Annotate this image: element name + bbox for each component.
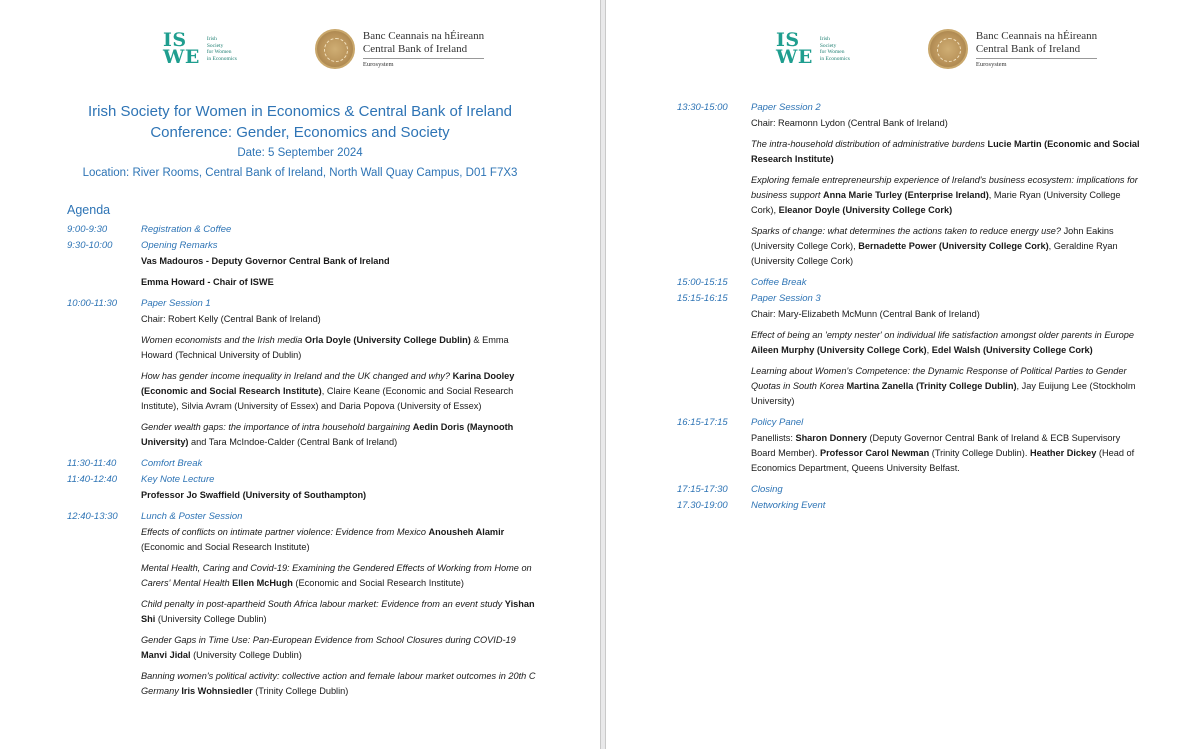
iswe-text-line: Society (206, 42, 224, 49)
entry-segment: (Economic and Social Research Institute) (292, 578, 464, 588)
agenda-entry (141, 561, 537, 591)
agenda-time: 9:00-9:30 (67, 224, 108, 235)
entry-segment: Lucie Martin (Economic and Social Research Institute) (751, 139, 1140, 164)
agenda-heading: Agenda (67, 203, 111, 217)
entry-segment: Sparks of change: what determines the actions taken to reduce energy use? (751, 226, 1064, 236)
iswe-text-line: for Women (206, 49, 232, 55)
entry-segment: Gender wealth gaps: the importance of intra household bargaining (141, 422, 413, 432)
iswe-text-line: Irish (206, 36, 217, 42)
agenda-entry (751, 116, 1147, 131)
agenda-item (677, 415, 1147, 482)
conference-date: Date: 5 September 2024 (237, 147, 363, 159)
entry-segment: (Economic and Social Research Institute) (141, 542, 310, 552)
conference-header (0, 101, 600, 183)
agenda-item (67, 238, 537, 296)
entry-segment: Ellen McHugh (232, 578, 293, 588)
agenda-entry (141, 420, 537, 450)
session-entries (141, 312, 537, 450)
iswe-logo (163, 29, 237, 68)
session-entries (751, 116, 1147, 269)
entry-segment: Effects of conflicts on intimate partner violence: Evidence from Mexico (141, 527, 429, 537)
entry-segment: , (926, 345, 932, 355)
agenda-entry (141, 597, 537, 627)
entry-segment: Anna Marie Turley (Enterprise Ireland) (823, 190, 989, 200)
entry-segment: Aileen Murphy (University College Cork) (751, 345, 927, 355)
agenda-entry (751, 137, 1147, 167)
entry-segment: John Eakins (University College Cork), (751, 226, 1114, 251)
entry-segment: Learning about Women's Competence: the Dynamic Response of Political Parties to Gender Quotas in South Korea (751, 366, 1127, 391)
agenda-entry (141, 333, 537, 363)
entry-segment: , Claire Keane (Economic and Social Research Institute), Silvia Avram (University of Essex) and Daria Popova (University of Essex) (141, 386, 514, 411)
iswe-text-line: in Economics (206, 55, 237, 62)
agenda-entry (141, 669, 537, 699)
cb-name-english: Central Bank of Ireland (362, 42, 468, 55)
entry-segment: Orla Doyle (University College Dublin) (304, 335, 471, 345)
iswe-mark-line2: WE (776, 46, 813, 68)
agenda-item (677, 482, 1147, 498)
session-label: Networking Event (751, 500, 826, 511)
agenda-entry (141, 275, 537, 290)
entry-segment: Banning women's political activity: collective action and female labour market outcomes in 20th C Germany (141, 671, 536, 696)
agenda-entry (141, 369, 537, 414)
agenda-item (67, 509, 537, 705)
agenda-entry (141, 254, 537, 269)
entry-segment: Panellists: (751, 433, 796, 443)
entry-segment: Professor Jo Swaffield (University of Southampton) (141, 490, 367, 500)
session-entries (751, 431, 1147, 476)
page-title-line1: Irish Society for Women in Economics & Central Bank of Ireland (87, 103, 513, 120)
agenda-entry (751, 431, 1147, 476)
iswe-text-line: Society (819, 42, 837, 49)
document-page-right (606, 0, 1200, 749)
central-bank-logo (928, 29, 1097, 69)
entry-segment: The intra-household distribution of administrative burdens (751, 139, 988, 149)
session-entries (141, 488, 537, 503)
agenda-time: 11:40-12:40 (67, 474, 118, 485)
conference-location: Location: River Rooms, Central Bank of Ireland, North Wall Quay Campus, D01 F7X3 (82, 167, 518, 179)
entry-segment: Women economists and the Irish media (141, 335, 305, 345)
entry-segment: (Deputy Governor Central Bank of Ireland & ECB Supervisory Board Member). (751, 433, 1121, 458)
entry-segment: Vas Madouros - Deputy Governor Central Bank of Ireland (141, 256, 390, 266)
agenda-entry (141, 525, 537, 555)
entry-segment: , Marie Ryan (University College Cork), (751, 190, 1121, 215)
agenda-time: 9:30-10:00 (67, 240, 113, 251)
entry-segment: Heather Dickey (1029, 448, 1097, 458)
agenda-entry (751, 328, 1147, 358)
agenda-time: 11:30-11:40 (67, 458, 117, 469)
agenda-time: 12:40-13:30 (67, 511, 118, 522)
agenda-time: 17.30-19:00 (677, 500, 728, 511)
entry-segment: Effect of being an 'empty nester' on individual life satisfaction amongst older parents in Europe (751, 330, 1134, 340)
entry-segment: How has gender income inequality in Ireland and the UK changed and why? (141, 371, 453, 381)
entry-segment: , Geraldine Ryan (University College Cork) (751, 241, 1118, 266)
entry-segment: (University College Dublin) (155, 614, 267, 624)
session-label: Comfort Break (141, 458, 203, 469)
entry-segment: Manvi Jidal (141, 650, 191, 660)
agenda-item (67, 472, 537, 509)
agenda-entry (141, 488, 537, 503)
session-entries (141, 254, 537, 290)
agenda-time: 17:15-17:30 (677, 484, 728, 495)
entry-segment: Karina Dooley (Economic and Social Research Institute) (141, 371, 515, 396)
entry-segment: Chair: Mary-Elizabeth McMunn (Central Bank of Ireland) (751, 309, 980, 319)
entry-segment: Gender Gaps in Time Use: Pan-European Evidence from School Closures during COVID-19 (141, 635, 516, 645)
entry-segment: (University College Dublin) (190, 650, 302, 660)
agenda-item (67, 222, 537, 238)
cb-eurosystem: Eurosystem (363, 58, 484, 69)
session-label: Paper Session 1 (141, 298, 211, 309)
entry-segment: Mental Health, Caring and Covid-19: Examining the Gendered Effects of Working from Home on Carers' Mental Health (141, 563, 532, 588)
agenda-entry (141, 312, 537, 327)
entry-segment: Emma Howard - Chair of ISWE (141, 277, 274, 287)
agenda-entry (751, 364, 1147, 409)
harp-seal-icon (928, 29, 968, 69)
iswe-mark-line2: WE (163, 46, 200, 68)
entry-segment: , Jay Euijung Lee (Stockholm University) (751, 381, 1136, 406)
entry-segment: (Trinity College Dublin) (252, 686, 349, 696)
agenda-item (677, 100, 1147, 275)
agenda-item (677, 498, 1147, 514)
agenda-list-right (677, 100, 1147, 514)
session-label: Key Note Lecture (141, 474, 215, 485)
agenda-time: 15:00-15:15 (677, 277, 728, 288)
iswe-mark-line1: IS (163, 29, 187, 51)
harp-seal-icon (315, 29, 355, 69)
entry-segment: (Head of Economics Department, Queens University Belfast. (751, 448, 1135, 473)
entry-segment: and Tara McIndoe-Calder (Central Bank of Ireland) (188, 437, 398, 447)
logo-bar (163, 26, 484, 72)
iswe-text-line: for Women (819, 49, 845, 55)
entry-segment: & Emma Howard (Technical University of Dublin) (141, 335, 509, 360)
entry-segment: Anousheh Alamir (428, 527, 505, 537)
agenda-entry (141, 633, 537, 663)
session-label: Policy Panel (751, 417, 804, 428)
agenda-item (67, 456, 537, 472)
session-label: Closing (751, 484, 783, 495)
entry-segment: Edel Walsh (University College Cork) (931, 345, 1093, 355)
logo-bar (776, 26, 1097, 72)
entry-segment: Sharon Donnery (795, 433, 867, 443)
entry-segment: Exploring female entrepreneurship experience of Ireland's business ecosystem: implications for business support (751, 175, 1138, 200)
agenda-item (67, 296, 537, 456)
entry-segment: Iris Wohnsiedler (181, 686, 253, 696)
session-label: Paper Session 3 (751, 293, 821, 304)
agenda-item (677, 291, 1147, 415)
agenda-time: 15:15-16:15 (677, 293, 728, 304)
entry-segment: Professor Carol Newman (819, 448, 930, 458)
entry-segment: Child penalty in post-apartheid South Africa labour market: Evidence from an event study (141, 599, 505, 609)
iswe-logo (776, 29, 850, 68)
page-title-line2: Conference: Gender, Economics and Society (150, 124, 450, 141)
entry-segment: Aedin Doris (Maynooth University) (141, 422, 514, 447)
session-entries (751, 307, 1147, 409)
agenda-time: 16:15-17:15 (677, 417, 728, 428)
entry-segment: Chair: Robert Kelly (Central Bank of Ireland) (141, 314, 321, 324)
session-label: Registration & Coffee (141, 224, 232, 235)
entry-segment: (Trinity College Dublin). (929, 448, 1030, 458)
agenda-entry (751, 224, 1147, 269)
agenda-list-left (67, 222, 537, 705)
cb-eurosystem: Eurosystem (976, 58, 1097, 69)
iswe-text-line: Irish (819, 36, 830, 42)
cb-name-irish: Banc Ceannais na hÉireann (975, 29, 1098, 42)
session-label: Paper Session 2 (751, 102, 821, 113)
session-label: Opening Remarks (141, 240, 218, 251)
cb-name-irish: Banc Ceannais na hÉireann (362, 29, 485, 42)
iswe-mark-line1: IS (776, 29, 800, 51)
cb-name-english: Central Bank of Ireland (975, 42, 1081, 55)
agenda-time: 13:30-15:00 (677, 102, 728, 113)
entry-segment: Chair: Reamonn Lydon (Central Bank of Ireland) (751, 118, 948, 128)
iswe-text-line: in Economics (819, 55, 850, 62)
session-label: Lunch & Poster Session (141, 511, 243, 522)
entry-segment: Martina Zanella (Trinity College Dublin) (846, 381, 1017, 391)
entry-segment: Eleanor Doyle (University College Cork) (778, 205, 953, 215)
central-bank-logo (315, 29, 484, 69)
agenda-item (677, 275, 1147, 291)
agenda-time: 10:00-11:30 (67, 298, 118, 309)
session-label: Coffee Break (751, 277, 807, 288)
session-entries (141, 525, 537, 699)
entry-segment: Yishan Shi (141, 599, 535, 624)
agenda-entry (751, 307, 1147, 322)
agenda-entry (751, 173, 1147, 218)
entry-segment: Bernadette Power (University College Cork) (858, 241, 1049, 251)
